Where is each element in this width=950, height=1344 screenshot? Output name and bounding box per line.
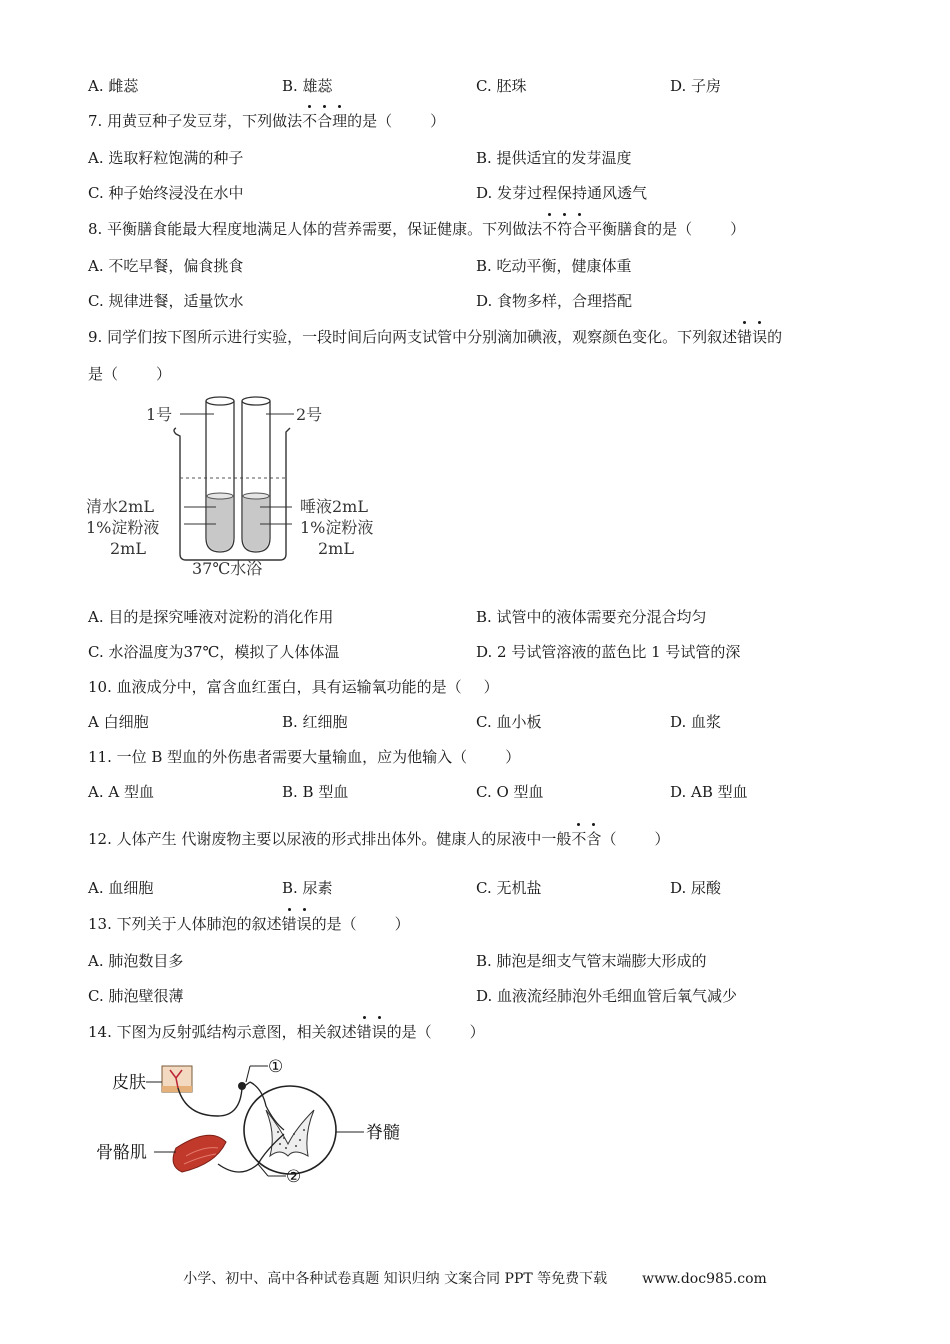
q13-option-d: D. 血液流经肺泡外毛细血管后氧气减少 [476, 987, 738, 1005]
footer-text: 小学、初中、高中各种试卷真题 知识归纳 文案合同 PPT 等免费下载 [183, 1271, 608, 1287]
q12-option-c: C. 无机盐 [476, 879, 542, 897]
tube-2-saliva-label: 唾液2mL [300, 497, 368, 516]
skeletal-muscle-label: 骨骼肌 [96, 1143, 147, 1163]
question-10-stem: 10. 血液成分中，富含血红蛋白，具有运输氧功能的是（ ） [88, 678, 499, 696]
q8-option-a: A. 不吃早餐，偏食挑食 [88, 257, 244, 275]
question-14-stem: 14. 下图为反射弧结构示意图，相关叙述错误的是（ ） [88, 1023, 485, 1041]
tube-2-volume-label: 2mL [318, 539, 354, 558]
q10-option-d: D. 血浆 [670, 713, 722, 731]
q13-option-b: B. 肺泡是细支气管末端膨大形成的 [476, 952, 707, 970]
reflex-arc-figure [90, 1052, 410, 1192]
q6-option-b: B. 雄蕊 [282, 77, 333, 95]
q9-option-d: D. 2 号试管溶液的蓝色比 1 号试管的深 [476, 643, 741, 661]
page-footer [0, 1268, 950, 1288]
question-8-stem: 8. 平衡膳食能最大程度地满足人体的营养需要，保证健康。下列做法不符合平衡膳食的是（ ） [88, 220, 746, 238]
question-9-stem-line2: 是（ ） [88, 365, 172, 383]
q9-option-a: A. 目的是探究唾液对淀粉的消化作用 [88, 608, 334, 626]
q10-option-b: B. 红细胞 [282, 713, 348, 731]
question-12-stem: 12. 人体产生 代谢废物主要以尿液的形式排出体外。健康人的尿液中一般不含（ ） [88, 830, 670, 848]
q6-option-a: A. 雌蕊 [88, 77, 139, 95]
marker-2: ② [286, 1167, 302, 1187]
water-bath-label: 37℃水浴 [192, 559, 263, 578]
q6-option-d: D. 子房 [670, 77, 722, 95]
q11-option-a: A. A 型血 [88, 783, 154, 801]
tube-1-volume-label: 2mL [110, 539, 146, 558]
q13-option-c: C. 肺泡壁很薄 [88, 987, 184, 1005]
q9-option-c: C. 水浴温度为37℃，模拟了人体体温 [88, 643, 340, 661]
footer-site: www.doc985.com [642, 1271, 767, 1287]
tube-1-starch-label: 1%淀粉液 [86, 518, 160, 537]
q7-option-c: C. 种子始终浸没在水中 [88, 184, 244, 202]
question-7-stem: 7. 用黄豆种子发豆芽，下列做法不合理的是（ ） [88, 112, 446, 130]
test-tube-figure [80, 388, 400, 578]
q8-option-b: B. 吃动平衡，健康体重 [476, 257, 632, 275]
q10-option-c: C. 血小板 [476, 713, 542, 731]
q13-option-a: A. 肺泡数目多 [88, 952, 184, 970]
q8-option-d: D. 食物多样，合理搭配 [476, 292, 633, 310]
marker-1: ① [268, 1057, 284, 1077]
question-9-stem: 9. 同学们按下图所示进行实验，一段时间后向两支试管中分别滴加碘液，观察颜色变化。下列叙述错误的 [88, 328, 783, 346]
q11-option-c: C. O 型血 [476, 783, 544, 801]
q11-option-b: B. B 型血 [282, 783, 349, 801]
q7-option-b: B. 提供适宜的发芽温度 [476, 149, 632, 167]
q7-option-a: A. 选取籽粒饱满的种子 [88, 149, 244, 167]
q8-option-c: C. 规律进餐，适量饮水 [88, 292, 244, 310]
q6-option-c: C. 胚珠 [476, 77, 527, 95]
q11-option-d: D. AB 型血 [670, 783, 748, 801]
spinal-cord-label: 脊髓 [366, 1123, 400, 1143]
tube-1-water-label: 清水2mL [86, 497, 154, 516]
skin-label: 皮肤 [112, 1073, 146, 1093]
tube-2-starch-label: 1%淀粉液 [300, 518, 374, 537]
question-11-stem: 11. 一位 B 型血的外伤患者需要大量输血，应为他输入（ ） [88, 748, 521, 766]
q10-option-a: A 白细胞 [88, 713, 149, 731]
q7-option-d: D. 发芽过程保持通风透气 [476, 184, 648, 202]
q12-option-b: B. 尿素 [282, 879, 333, 897]
q12-option-a: A. 血细胞 [88, 879, 154, 897]
q9-option-b: B. 试管中的液体需要充分混合均匀 [476, 608, 707, 626]
q12-option-d: D. 尿酸 [670, 879, 722, 897]
tube-1-label: 1号 [146, 405, 173, 424]
tube-2-label: 2号 [296, 405, 323, 424]
question-13-stem: 13. 下列关于人体肺泡的叙述错误的是（ ） [88, 915, 410, 933]
